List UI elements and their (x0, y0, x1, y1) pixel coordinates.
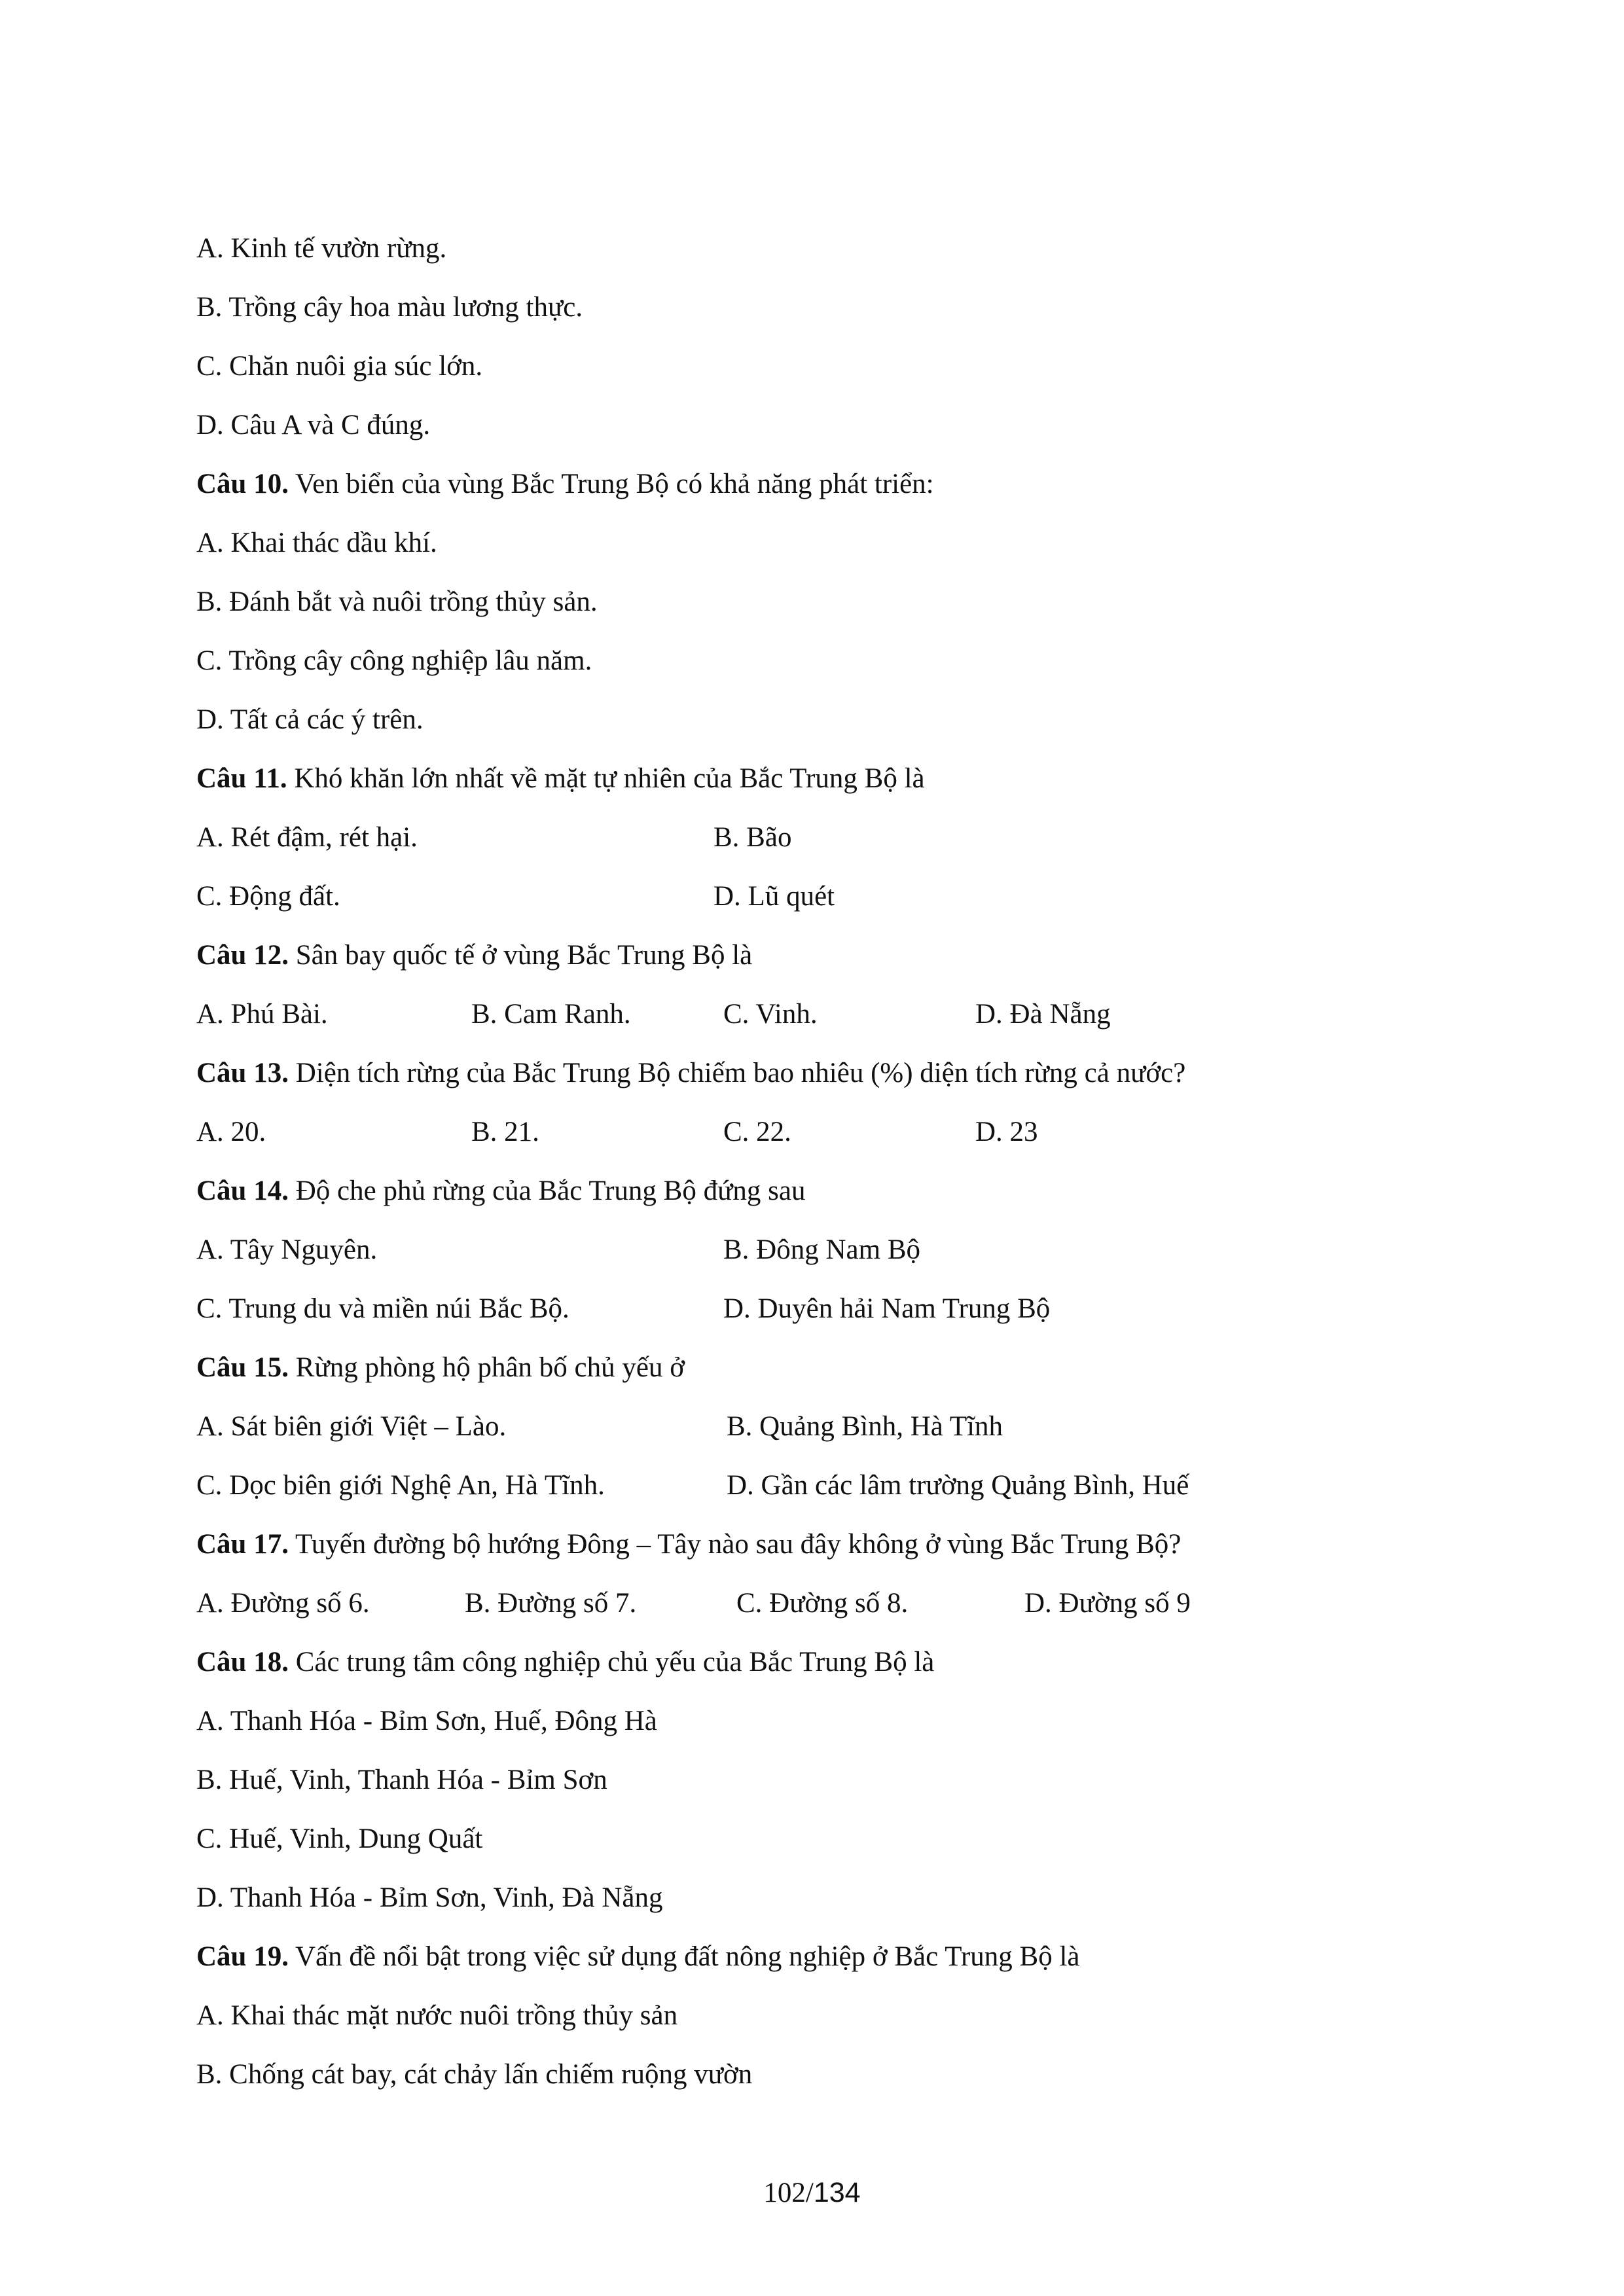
question-label: Câu 14. (196, 1175, 289, 1206)
option-line: B. Huế, Vinh, Thanh Hóa - Bỉm Sơn (196, 1765, 607, 1795)
option-a: A. Phú Bài. (196, 999, 328, 1030)
option-d: D. Đường số 9 (1024, 1588, 1191, 1619)
question-19 (196, 1937, 1079, 1977)
option-d: D. Đà Nẵng (975, 999, 1111, 1030)
question-label: Câu 11. (196, 763, 287, 794)
option-b: B. Cam Ranh. (471, 999, 631, 1030)
question-text: Tuyến đường bộ hướng Đông – Tây nào sau đây không ở vùng Bắc Trung Bộ? (288, 1529, 1182, 1560)
option-a: A. Rét đậm, rét hại. (196, 822, 418, 853)
option-line: A. Kinh tế vườn rừng. (196, 233, 447, 264)
question-text: Các trung tâm công nghiệp chủ yếu của Bắc Trung Bộ là (288, 1647, 935, 1677)
option-a: A. Tây Nguyên. (196, 1234, 378, 1265)
option-line: C. Chăn nuôi gia súc lớn. (196, 351, 483, 382)
option-c: C. Trung du và miền núi Bắc Bộ. (196, 1293, 569, 1324)
question-10 (196, 465, 934, 504)
question-label: Câu 10. (196, 469, 289, 499)
option-b: B. Quảng Bình, Hà Tĩnh (727, 1411, 1003, 1442)
question-label: Câu 12. (196, 940, 289, 971)
question-text: Rừng phòng hộ phân bố chủ yếu ở (288, 1352, 685, 1383)
option-a: A. 20. (196, 1117, 266, 1147)
option-a: A. Đường số 6. (196, 1588, 370, 1619)
option-d: D. 23 (975, 1117, 1038, 1147)
question-12 (196, 936, 752, 975)
option-line: B. Đánh bắt và nuôi trồng thủy sản. (196, 586, 598, 617)
question-14 (196, 1172, 805, 1211)
page-number (0, 2173, 1624, 2213)
question-11 (196, 759, 925, 798)
question-text: Khó khăn lớn nhất về mặt tự nhiên của Bắc Trung Bộ là (287, 763, 925, 794)
question-label: Câu 17. (196, 1529, 289, 1560)
question-label: Câu 18. (196, 1647, 289, 1677)
option-line: C. Huế, Vinh, Dung Quất (196, 1823, 483, 1854)
option-line: D. Tất cả các ý trên. (196, 704, 424, 735)
option-c: C. 22. (723, 1117, 791, 1147)
option-c: C. Đường số 8. (736, 1588, 909, 1619)
option-line: A. Khai thác dầu khí. (196, 528, 437, 558)
option-d: D. Gần các lâm trường Quảng Bình, Huế (727, 1470, 1189, 1501)
question-15 (196, 1348, 685, 1388)
option-b: B. Đường số 7. (465, 1588, 637, 1619)
question-label: Câu 15. (196, 1352, 289, 1383)
question-text: Diện tích rừng của Bắc Trung Bộ chiếm bao nhiêu (%) diện tích rừng cả nước? (288, 1058, 1186, 1088)
page-total: 134 (813, 2177, 861, 2208)
option-line: D. Câu A và C đúng. (196, 410, 431, 440)
option-line: A. Thanh Hóa - Bỉm Sơn, Huế, Đông Hà (196, 1706, 657, 1736)
option-line: A. Khai thác mặt nước nuôi trồng thủy sản (196, 2000, 678, 2031)
option-b: B. Bão (713, 822, 792, 853)
question-text: Sân bay quốc tế ở vùng Bắc Trung Bộ là (288, 940, 753, 971)
option-line: D. Thanh Hóa - Bỉm Sơn, Vinh, Đà Nẵng (196, 1882, 663, 1913)
option-line: C. Trồng cây công nghiệp lâu năm. (196, 645, 592, 676)
question-17 (196, 1525, 1181, 1564)
question-label: Câu 13. (196, 1058, 289, 1088)
option-c: C. Vinh. (723, 999, 818, 1030)
option-a: A. Sát biên giới Việt – Lào. (196, 1411, 507, 1442)
option-line: B. Chống cát bay, cát chảy lấn chiếm ruộng vườn (196, 2059, 753, 2090)
page-current: 102/ (763, 2178, 814, 2208)
option-d: D. Lũ quét (713, 881, 835, 912)
question-13 (196, 1054, 1185, 1093)
question-label: Câu 19. (196, 1941, 289, 1972)
option-c: C. Động đất. (196, 881, 340, 912)
question-text: Vấn đề nổi bật trong việc sử dụng đất nông nghiệp ở Bắc Trung Bộ là (288, 1941, 1080, 1972)
question-18 (196, 1643, 934, 1682)
question-text: Ven biển của vùng Bắc Trung Bộ có khả năng phát triển: (288, 469, 934, 499)
option-b: B. 21. (471, 1117, 539, 1147)
option-b: B. Đông Nam Bộ (723, 1234, 920, 1265)
option-line: B. Trồng cây hoa màu lương thực. (196, 292, 583, 323)
option-c: C. Dọc biên giới Nghệ An, Hà Tĩnh. (196, 1470, 605, 1501)
question-text: Độ che phủ rừng của Bắc Trung Bộ đứng sau (288, 1175, 806, 1206)
option-d: D. Duyên hải Nam Trung Bộ (723, 1293, 1051, 1324)
